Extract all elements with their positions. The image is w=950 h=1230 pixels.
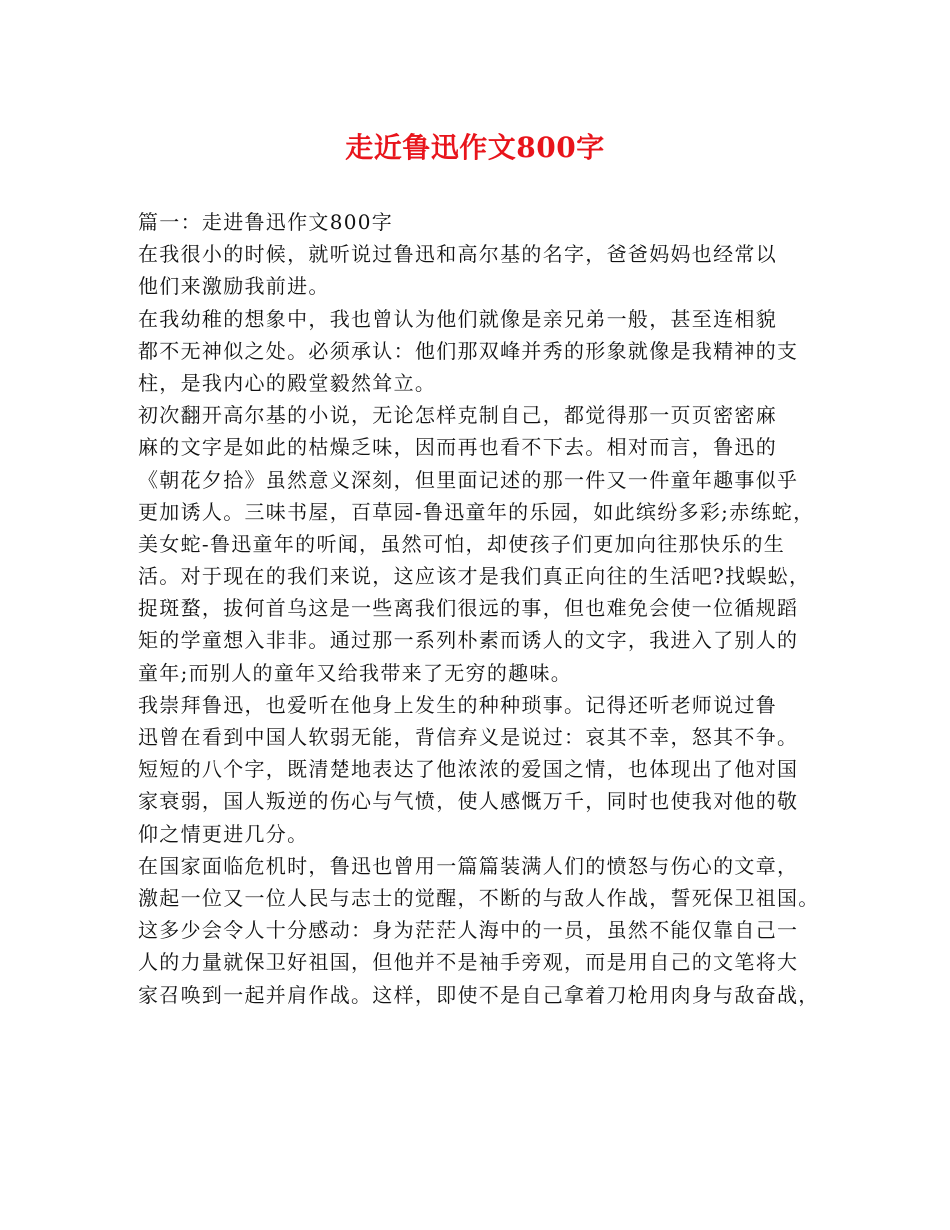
text-line: 美女蛇-鲁迅童年的听闻，虽然可怕，却使孩子们更加向往那快乐的生 bbox=[138, 531, 786, 556]
text-line: 《朝花夕拾》虽然意义深刻，但里面记述的那一件又一件童年趣事似乎 bbox=[138, 467, 799, 492]
text-line: 他们来激励我前进。 bbox=[138, 274, 330, 299]
text-line: 在国家面临危机时，鲁迅也曾用一篇篇装满人们的愤怒与伤心的文章， bbox=[138, 853, 799, 878]
text-line: 在我很小的时候，就听说过鲁迅和高尔基的名字，爸爸妈妈也经常以 bbox=[138, 242, 777, 267]
text-line: 矩的学童想入非非。通过那一系列朴素而诱人的文字，我进入了别人的 bbox=[138, 628, 799, 653]
essay-body bbox=[138, 206, 818, 1011]
text-line: 更加诱人。三味书屋，百草园-鲁迅童年的乐园，如此缤纷多彩;赤练蛇， bbox=[138, 499, 815, 524]
text-line: 捉斑蝥，拔何首乌这是一些离我们很远的事，但也难免会使一位循规蹈 bbox=[138, 596, 799, 621]
text-line: 我崇拜鲁迅，也爱听在他身上发生的种种琐事。记得还听老师说过鲁 bbox=[138, 692, 777, 717]
text-line: 短短的八个字，既清楚地表达了他浓浓的爱国之情，也体现出了他对国 bbox=[138, 757, 799, 782]
text-line: 这多少会令人十分感动：身为茫茫人海中的一员，虽然不能仅靠自己一 bbox=[138, 918, 799, 943]
text-line: 家衰弱，国人叛逆的伤心与气愤，使人感慨万千，同时也使我对他的敬 bbox=[138, 789, 799, 814]
text-line: 活。对于现在的我们来说，这应该才是我们真正向往的生活吧?找蜈蚣， bbox=[138, 564, 811, 589]
text-line: 在我幼稚的想象中，我也曾认为他们就像是亲兄弟一般，甚至连相貌 bbox=[138, 306, 777, 331]
text-line: 柱，是我内心的殿堂毅然耸立。 bbox=[138, 370, 437, 395]
text-line: 篇一：走进鲁迅作文800字 bbox=[138, 210, 394, 234]
text-line: 家召唤到一起并肩作战。这样，即使不是自己拿着刀枪用肉身与敌奋战， bbox=[138, 982, 820, 1007]
text-line: 迅曾在看到中国人软弱无能，背信弃义是说过：哀其不幸，怒其不争。 bbox=[138, 725, 799, 749]
text-line: 仰之情更进几分。 bbox=[138, 821, 309, 846]
text-line: 人的力量就保卫好祖国，但他并不是袖手旁观，而是用自己的文笔将大 bbox=[138, 950, 799, 975]
text-line: 初次翻开高尔基的小说，无论怎样克制自己，都觉得那一页页密密麻 bbox=[138, 403, 777, 428]
text-line: 激起一位又一位人民与志士的觉醒，不断的与敌人作战，誓死保卫祖国。 bbox=[138, 885, 820, 910]
document-title: 走近鲁迅作文800字 bbox=[345, 131, 605, 164]
text-line: 童年;而别人的童年又给我带来了无穷的趣味。 bbox=[138, 660, 573, 685]
text-line: 麻的文字是如此的枯燥乏味，因而再也看不下去。相对而言，鲁迅的 bbox=[138, 435, 777, 460]
text-line: 都不无神似之处。必须承认：他们那双峰并秀的形象就像是我精神的支 bbox=[138, 338, 799, 363]
